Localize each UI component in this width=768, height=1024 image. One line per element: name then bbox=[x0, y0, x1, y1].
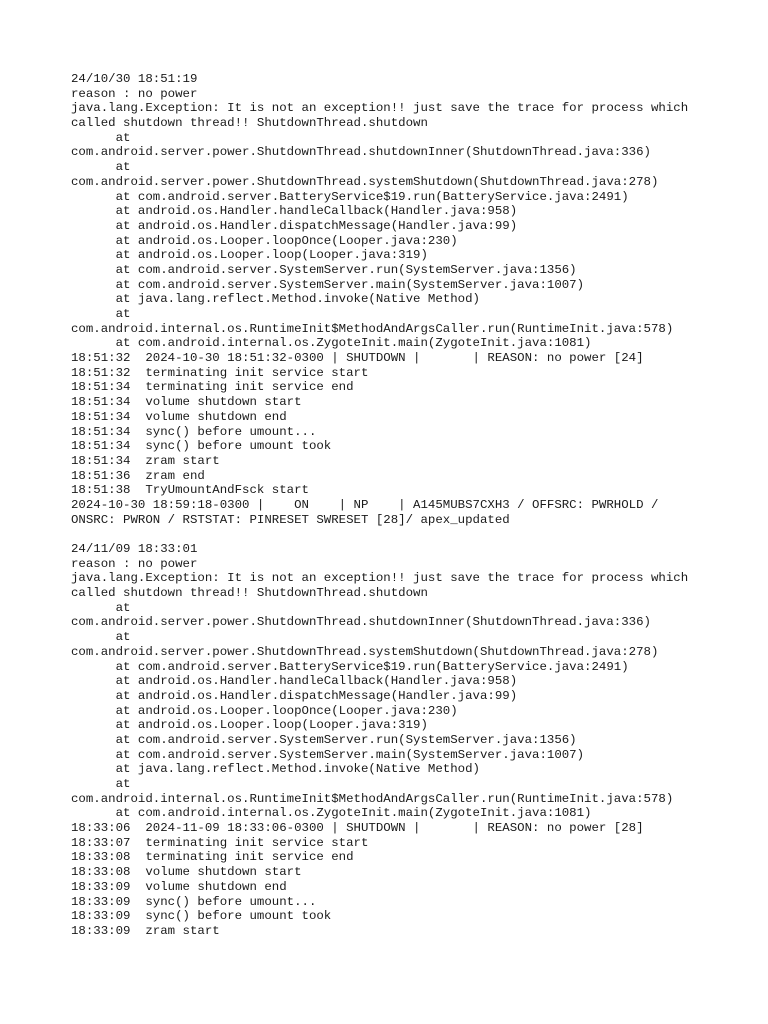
log-line: com.android.server.power.ShutdownThread.systemShutdown(ShutdownThread.java:278) bbox=[71, 174, 659, 189]
log-line: 18:51:34 terminating init service end bbox=[71, 380, 354, 395]
log-line: 18:51:34 sync() before umount... bbox=[71, 424, 317, 439]
log-line: at android.os.Handler.handleCallback(Handler.java:958) bbox=[71, 204, 518, 219]
log-line: java.lang.Exception: It is not an exception!! just save the trace for process which bbox=[71, 571, 689, 586]
log-line: 18:33:09 sync() before umount... bbox=[71, 894, 317, 909]
log-line: at android.os.Handler.dispatchMessage(Handler.java:99) bbox=[71, 688, 518, 703]
log-line: 18:33:06 2024-11-09 18:33:06-0300 | SHUTDOWN | | REASON: no power [28] bbox=[71, 821, 644, 836]
log-line: at android.os.Handler.dispatchMessage(Handler.java:99) bbox=[71, 218, 518, 233]
log-line: at com.android.server.SystemServer.run(SystemServer.java:1356) bbox=[71, 262, 577, 277]
log-line: at com.android.server.BatteryService$19.run(BatteryService.java:2491) bbox=[71, 659, 629, 674]
log-line: called shutdown thread!! ShutdownThread.shutdown bbox=[71, 586, 428, 601]
log-line: at android.os.Looper.loopOnce(Looper.java:230) bbox=[71, 703, 458, 718]
log-line: com.android.internal.os.RuntimeInit$MethodAndArgsCaller.run(RuntimeInit.java:578) bbox=[71, 321, 674, 336]
log-line: at android.os.Looper.loop(Looper.java:319) bbox=[71, 718, 428, 733]
log-line: 18:51:34 sync() before umount took bbox=[71, 439, 332, 454]
log-line: at com.android.server.SystemServer.main(SystemServer.java:1007) bbox=[71, 277, 585, 292]
log-line: 18:51:38 TryUmountAndFsck start bbox=[71, 483, 309, 498]
log-line: at bbox=[71, 160, 131, 175]
log-line: at com.android.internal.os.ZygoteInit.main(ZygoteInit.java:1081) bbox=[71, 336, 592, 351]
log-line: 18:33:07 terminating init service start bbox=[71, 835, 369, 850]
log-line: at bbox=[71, 600, 131, 615]
log-line: 18:51:32 terminating init service start bbox=[71, 365, 369, 380]
log-line: at com.android.server.SystemServer.main(SystemServer.java:1007) bbox=[71, 747, 585, 762]
log-line: 18:33:09 volume shutdown end bbox=[71, 879, 287, 894]
log-line: at android.os.Looper.loopOnce(Looper.java:230) bbox=[71, 233, 458, 248]
log-line: at android.os.Handler.handleCallback(Handler.java:958) bbox=[71, 674, 518, 689]
log-line: ONSRC: PWRON / RSTSTAT: PINRESET SWRESET [28]/ apex_updated bbox=[71, 512, 510, 527]
log-line: at java.lang.reflect.Method.invoke(Native Method) bbox=[71, 762, 480, 777]
log-line: at java.lang.reflect.Method.invoke(Native Method) bbox=[71, 292, 480, 307]
log-line: at com.android.internal.os.ZygoteInit.main(ZygoteInit.java:1081) bbox=[71, 806, 592, 821]
log-line: at android.os.Looper.loop(Looper.java:319) bbox=[71, 248, 428, 263]
log-line: com.android.server.power.ShutdownThread.systemShutdown(ShutdownThread.java:278) bbox=[71, 644, 659, 659]
log-line: called shutdown thread!! ShutdownThread.shutdown bbox=[71, 116, 428, 131]
log-line: 24/11/09 18:33:01 bbox=[71, 542, 198, 556]
log-line: at com.android.server.SystemServer.run(SystemServer.java:1356) bbox=[71, 732, 577, 747]
log-document bbox=[71, 72, 761, 939]
log-line: 18:33:08 volume shutdown start bbox=[71, 865, 302, 880]
log-line: 18:51:36 zram end bbox=[71, 468, 205, 483]
log-line: java.lang.Exception: It is not an exception!! just save the trace for process which bbox=[71, 101, 689, 116]
log-line: at com.android.server.BatteryService$19.run(BatteryService.java:2491) bbox=[71, 189, 629, 204]
log-line: 18:51:32 2024-10-30 18:51:32-0300 | SHUTDOWN | | REASON: no power [24] bbox=[71, 351, 644, 366]
log-line: 18:33:08 terminating init service end bbox=[71, 850, 354, 865]
log-line: at bbox=[71, 307, 131, 321]
log-line: at bbox=[71, 777, 131, 791]
log-line bbox=[71, 527, 761, 542]
log-line: 18:51:34 volume shutdown start bbox=[71, 395, 302, 410]
log-line: com.android.server.power.ShutdownThread.shutdownInner(ShutdownThread.java:336) bbox=[71, 615, 651, 630]
log-line: 24/10/30 18:51:19 bbox=[71, 72, 198, 86]
log-line: 18:33:09 zram start bbox=[71, 923, 220, 938]
log-line: com.android.internal.os.RuntimeInit$MethodAndArgsCaller.run(RuntimeInit.java:578) bbox=[71, 791, 674, 806]
log-line: at bbox=[71, 630, 131, 645]
log-line: reason : no power bbox=[71, 556, 198, 571]
log-line: 18:51:34 volume shutdown end bbox=[71, 409, 287, 424]
log-line: 18:33:09 sync() before umount took bbox=[71, 909, 332, 924]
log-line: 18:51:34 zram start bbox=[71, 453, 220, 468]
log-line: reason : no power bbox=[71, 86, 198, 101]
log-line: com.android.server.power.ShutdownThread.shutdownInner(ShutdownThread.java:336) bbox=[71, 145, 651, 160]
log-line: 2024-10-30 18:59:18-0300 | ON | NP | A145MUBS7CXH3 / OFFSRC: PWRHOLD / bbox=[71, 497, 659, 512]
log-line: at bbox=[71, 130, 131, 145]
